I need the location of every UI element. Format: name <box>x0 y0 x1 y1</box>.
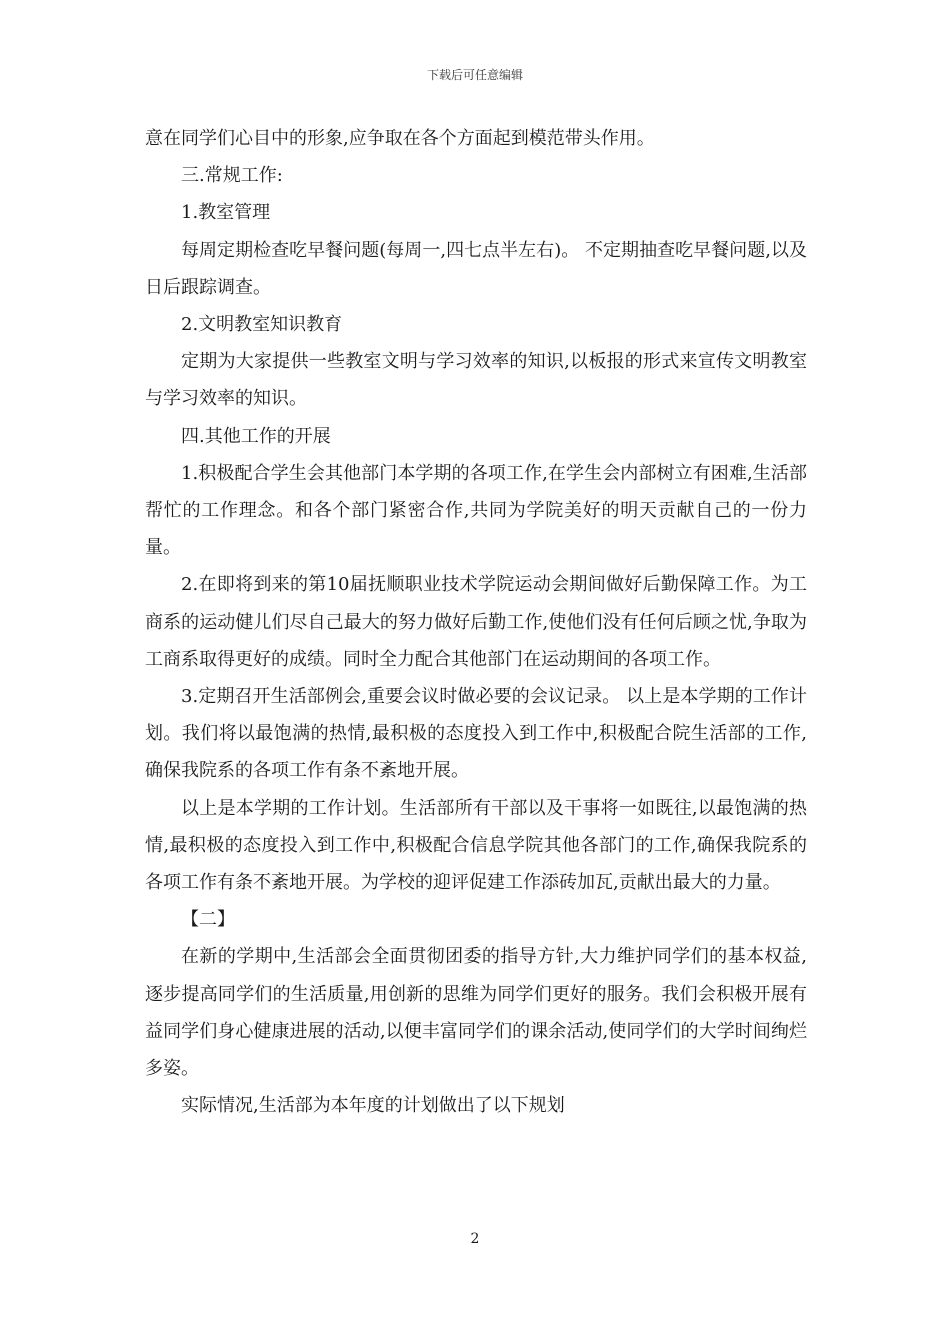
document-body <box>145 120 807 1124</box>
paragraph-knowledge-promotion: 定期为大家提供一些教室文明与学习效率的知识,以板报的形式来宣传文明教室与学习效率的知识。 <box>145 351 807 410</box>
paragraph-sports-meeting: 2.在即将到来的第10届抚顺职业技术学院运动会期间做好后勤保障工作。为工商系的运动健儿们尽自己最大的努力做好后勤工作,使他们没有任何后顾之忧,争取为工商系取得更好的成绩。同时全力配合其他部门在运动期间的各项工作。 <box>145 574 807 670</box>
section-heading-routine-work: 三.常规工作: <box>181 165 283 187</box>
subheading-civilized-classroom: 2.文明教室知识教育 <box>181 314 343 336</box>
paragraph-new-semester: 在新的学期中,生活部会全面贯彻团委的指导方针,大力维护同学们的基本权益,逐步提高同学们的生活质量,用创新的思维为同学们更好的服务。我们会积极开展有益同学们身心健康进展的活动,以便丰富同学们的课余活动,使同学们的大学时间绚烂多姿。 <box>145 946 807 1080</box>
section-heading-other-work: 四.其他工作的开展 <box>181 425 331 447</box>
page-header: 下载后可任意编辑 <box>426 68 523 82</box>
paragraph-breakfast-check: 每周定期检查吃早餐问题(每周一,四七点半左右)。 不定期抽查吃早餐问题,以及日后跟踪调查。 <box>145 239 807 298</box>
section-marker-two: 【二】 <box>181 909 235 931</box>
paragraph-semester-summary: 以上是本学期的工作计划。生活部所有干部以及干事将一如既往,以最饱满的热情,最积极的态度投入到工作中,积极配合信息学院其他各部门的工作,确保我院系的各项工作有条不紊地开展。为学校的迎评促建工作添砖加瓦,贡献出最大的力量。 <box>145 797 807 894</box>
paragraph-cooperation: 1.积极配合学生会其他部门本学期的各项工作,在学生会内部树立有困难,生活部帮忙的工作理念。和各个部门紧密合作,共同为学院美好的明天贡献自己的一份力量。 <box>145 462 807 559</box>
paragraph-plan-intro: 实际情况,生活部为本年度的计划做出了以下规划 <box>181 1095 565 1117</box>
page-number: 2 <box>470 1231 480 1247</box>
subheading-classroom-management: 1.教室管理 <box>181 202 271 224</box>
paragraph-continuation: 意在同学们心目中的形象,应争取在各个方面起到模范带头作用。 <box>145 128 655 149</box>
paragraph-regular-meetings: 3.定期召开生活部例会,重要会议时做必要的会议记录。 以上是本学期的工作计划。我们将以最饱满的热情,最积极的态度投入到工作中,积极配合院生活部的工作,确保我院系的各项工作有条不紊地开展。 <box>145 686 807 782</box>
